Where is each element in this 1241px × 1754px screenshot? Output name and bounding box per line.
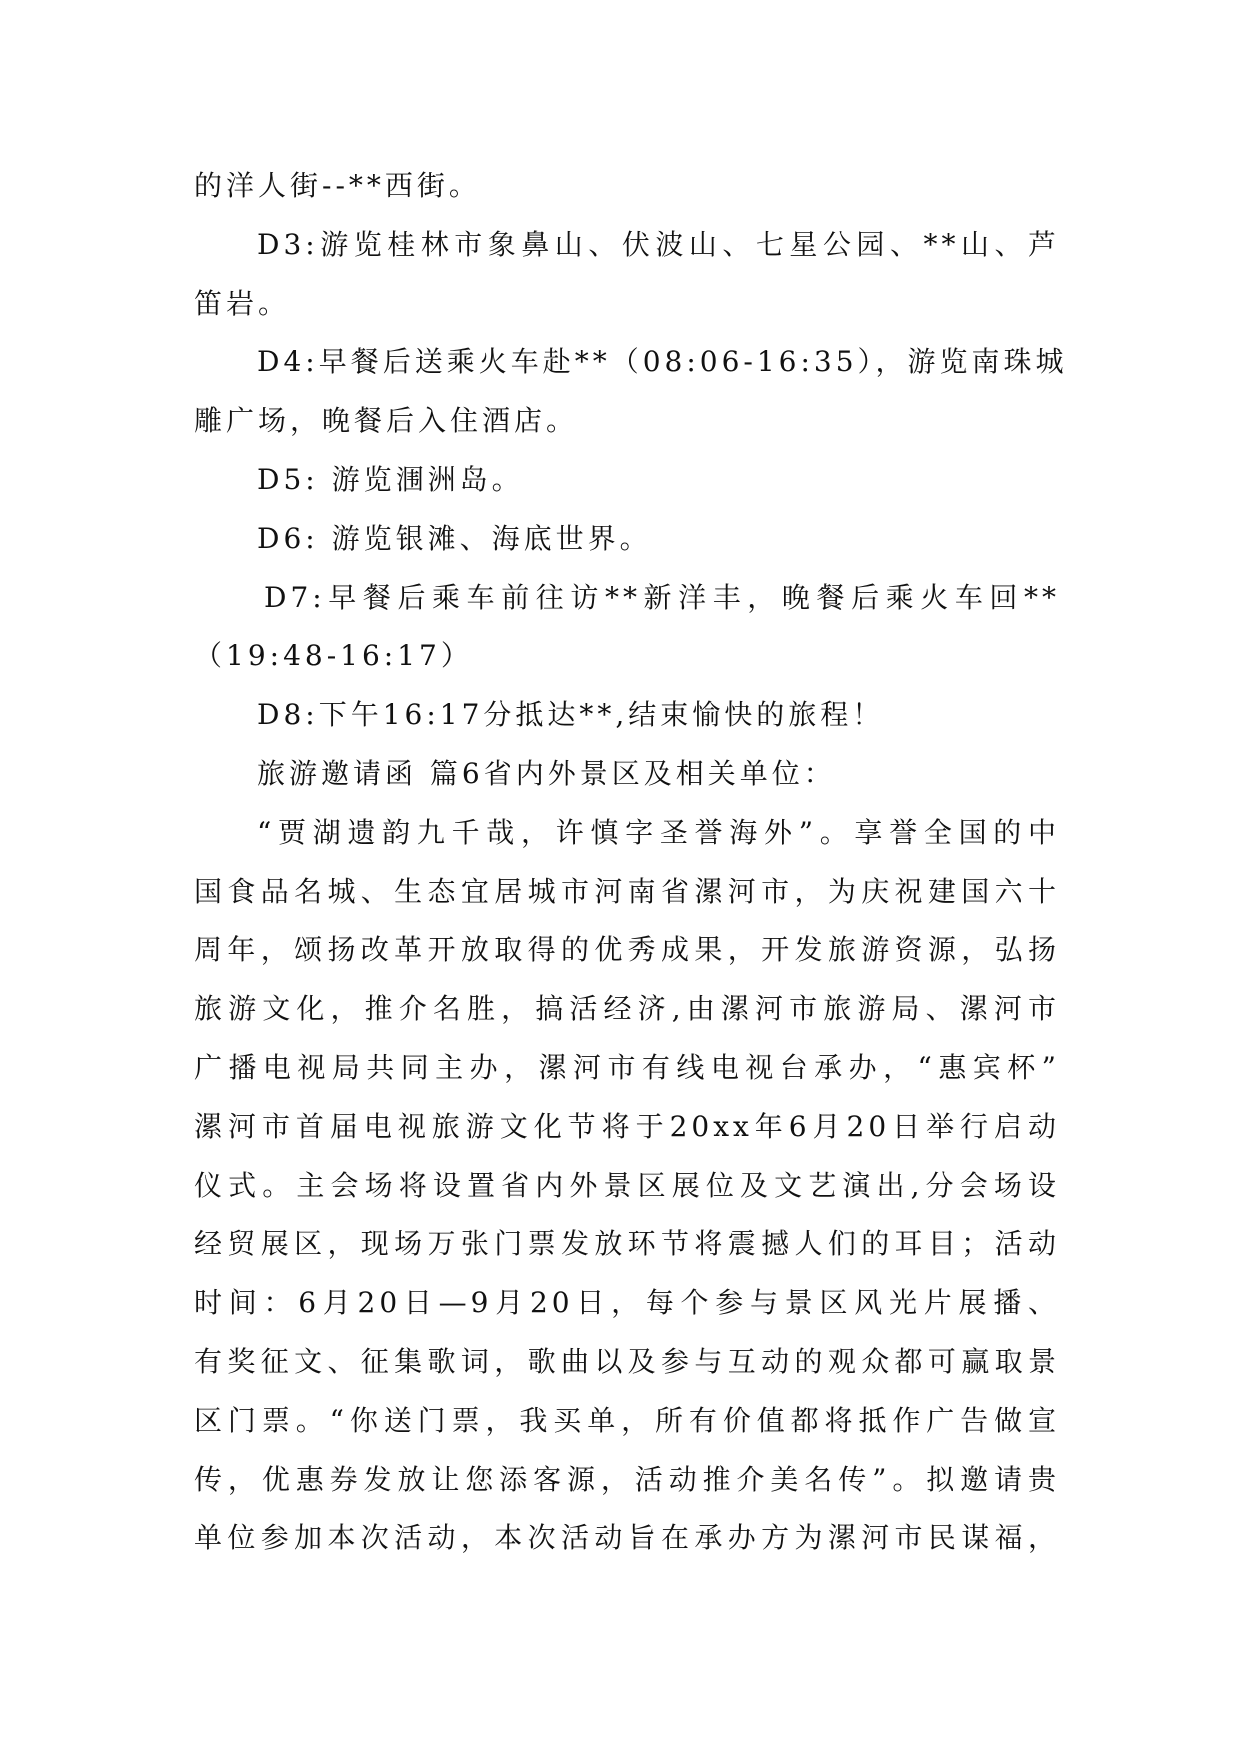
text-line: 的洋人街--**西街。 <box>194 169 481 202</box>
text-line: D7:早餐后乘车前往访**新洋丰，晚餐后乘火车回** <box>264 580 1060 614</box>
text-line: D5: 游览涠洲岛。 <box>257 462 524 496</box>
text-line: D4:早餐后送乘火车赴**（08:06-16:35），游览南珠城 <box>257 345 1068 379</box>
text-line: “贾湖遗韵九千哉，许慎字圣誉海外”。享誉全国的中 <box>257 815 1060 849</box>
text-line: 笛岩。 <box>194 286 291 320</box>
text-line: 雕广场，晚餐后入住酒店。 <box>194 404 579 438</box>
text-line: （19:48-16:17） <box>194 639 473 673</box>
text-line: 仪式。主会场将设置省内外景区展位及文艺演出,分会场设 <box>194 1168 1060 1202</box>
text-line: 传，优惠券发放让您添客源，活动推介美名传”。拟邀请贵 <box>194 1462 1060 1496</box>
text-line: 有奖征文、征集歌词，歌曲以及参与互动的观众都可赢取景 <box>194 1344 1060 1378</box>
text-line: D6: 游览银滩、海底世界。 <box>257 521 652 555</box>
text-line: D3:游览桂林市象鼻山、伏波山、七星公园、**山、芦 <box>257 227 1060 261</box>
text-line: 漯河市首届电视旅游文化节将于20xx年6月20日举行启动 <box>194 1109 1060 1143</box>
document-page <box>194 157 1068 1568</box>
text-line: 旅游邀请函 篇6省内外景区及相关单位： <box>257 756 836 790</box>
text-line: 广播电视局共同主办，漯河市有线电视台承办，“惠宾杯” <box>194 1050 1060 1084</box>
text-line: 单位参加本次活动，本次活动旨在承办方为漯河市民谋福， <box>194 1521 1060 1555</box>
text-line: D8:下午16:17分抵达**,结束愉快的旅程！ <box>257 698 885 732</box>
text-line: 周年，颂扬改革开放取得的优秀成果，开发旅游资源，弘扬 <box>194 933 1060 967</box>
text-line: 国食品名城、生态宜居城市河南省漯河市，为庆祝建国六十 <box>194 874 1060 908</box>
text-line: 旅游文化，推介名胜，搞活经济,由漯河市旅游局、漯河市 <box>194 992 1060 1026</box>
text-line: 经贸展区，现场万张门票发放环节将震撼人们的耳目；活动 <box>194 1227 1060 1261</box>
text-line: 区门票。“你送门票，我买单，所有价值都将抵作广告做宣 <box>194 1403 1060 1437</box>
text-line: 时间：6月20日—9月20日，每个参与景区风光片展播、 <box>194 1286 1060 1320</box>
